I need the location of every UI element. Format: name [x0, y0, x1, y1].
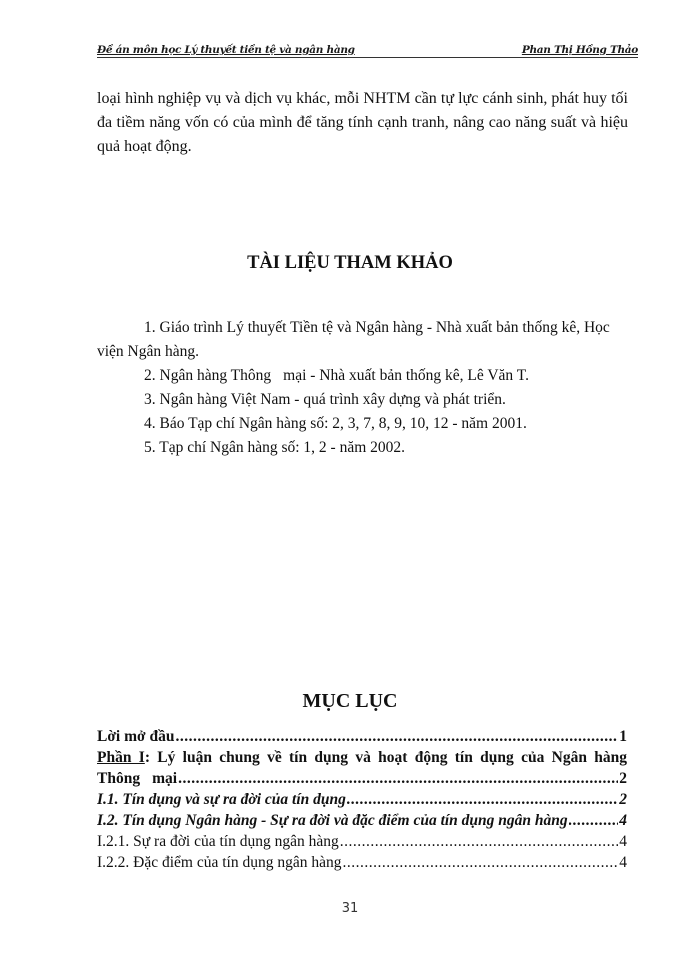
toc-leader-dots [347, 789, 618, 810]
references-heading: TÀI LIỆU THAM KHẢO [247, 253, 453, 273]
toc-entry-label: I.2. Tín dụng Ngân hàng - Sự ra đời và đặc điểm của tín dụng ngân hàng [97, 812, 568, 829]
toc-entry-part-1[interactable] [97, 747, 627, 768]
toc-entry-1-2-2[interactable] [97, 852, 627, 873]
toc-entry-1-2-1[interactable] [97, 831, 627, 852]
toc-part-title: : Lý luận chung về tín dụng và hoạt động tín dụng của Ngân hàng [144, 749, 627, 766]
header-course-title: Đề án môn học Lý thuyết tiền tệ và ngân hàng [97, 44, 355, 56]
reference-item-2-part-a: 2. Ngân hàng Thông [144, 367, 272, 384]
toc-entry-page: 4 [619, 833, 627, 850]
toc-entry-intro[interactable] [97, 726, 627, 747]
reference-item-4: 4. Báo Tạp chí Ngân hàng số: 2, 3, 7, 8, 9, 10, 12 - năm 2001. [144, 415, 527, 432]
page-number: 31 [341, 901, 359, 916]
reference-item-1: 1. Giáo trình Lý thuyết Tiền tệ và Ngân hàng - Nhà xuất bản thống kê, Học viện Ngân hàng. [97, 319, 610, 360]
toc-entry-page: 2 [619, 770, 627, 787]
toc-label-part-b: mại [152, 770, 178, 787]
toc-entry-page: 1 [619, 728, 627, 745]
toc-label-part-a: Thông [97, 770, 141, 787]
reference-item-2-part-b: mại - Nhà xuất bản thống kê, Lê Văn T. [283, 367, 529, 384]
table-of-contents [97, 726, 627, 873]
toc-entry-label: I.2.2. Đặc điểm của tín dụng ngân hàng [97, 854, 342, 871]
toc-leader-dots [175, 726, 618, 747]
toc-leader-dots [178, 768, 618, 789]
toc-entry-page: 2 [619, 791, 627, 808]
toc-part-label: Phần I [97, 749, 145, 766]
reference-item-3: 3. Ngân hàng Việt Nam - quá trình xây dựng và phát triển. [144, 391, 506, 408]
toc-entry-page: 4 [619, 812, 627, 829]
toc-entry-label: I.1. Tín dụng và sự ra đời của tín dụng [97, 791, 346, 808]
reference-item-5: 5. Tạp chí Ngân hàng số: 1, 2 - năm 2002. [144, 439, 406, 456]
toc-entry-part-1-cont[interactable] [97, 768, 627, 789]
toc-leader-dots [340, 831, 619, 852]
reference-item-2 [97, 364, 628, 388]
toc-entry-1-1[interactable] [97, 789, 627, 810]
toc-leader-dots [343, 852, 619, 873]
toc-entry-label: I.2.1. Sự ra đời của tín dụng ngân hàng [97, 833, 339, 850]
toc-heading: MỤC LỤC [302, 690, 398, 712]
references-list [97, 316, 628, 460]
running-header [97, 41, 638, 58]
toc-entry-page: 4 [619, 854, 627, 871]
body-paragraph: loại hình nghiệp vụ và dịch vụ khác, mỗi NHTM cần tự lực cánh sinh, phát huy tối đa tiềm năng vốn có của mình để tăng tính cạnh tranh, nâng cao năng suất và hiệu quả hoạt động. [97, 90, 628, 155]
toc-entry-label: Lời mở đầu [97, 728, 175, 745]
toc-entry-1-2[interactable] [97, 810, 627, 831]
toc-leader-dots [569, 810, 619, 831]
toc-entry-label [97, 768, 177, 789]
header-author-name: Phan Thị Hồng Thảo [521, 44, 638, 56]
